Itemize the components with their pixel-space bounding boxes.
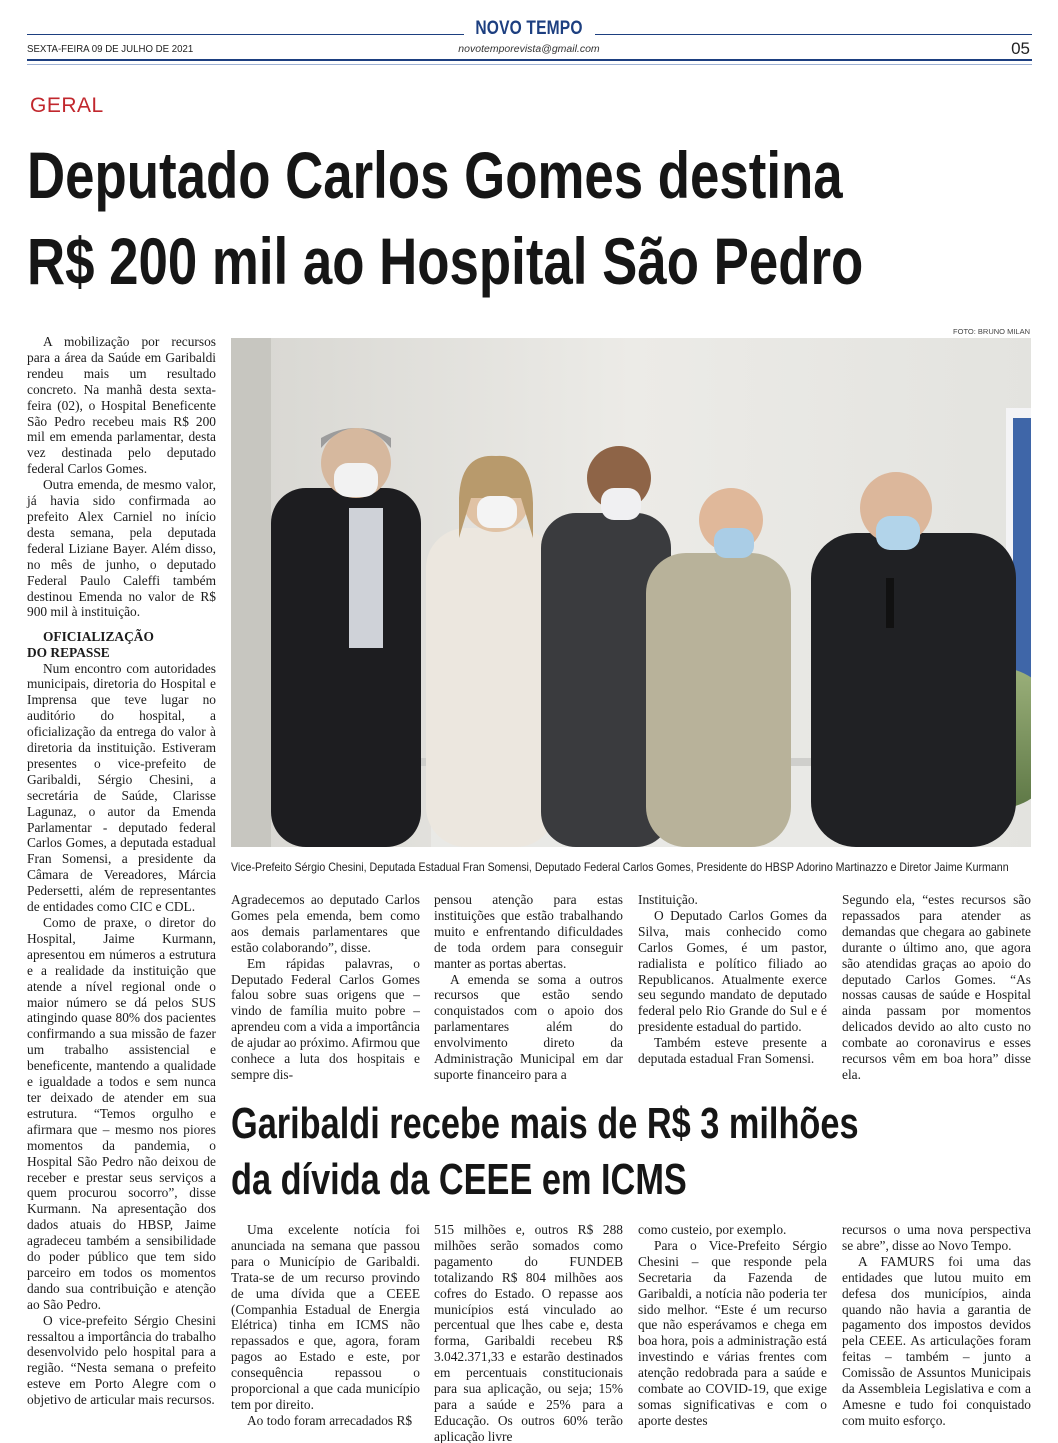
- article2-headline-line1: Garibaldi recebe mais de R$ 3 milhões: [231, 1099, 859, 1148]
- paragraph: Também esteve presente a deputada estadual Fran Somensi.: [638, 1035, 827, 1067]
- paragraph: A mobilização por recursos para a área da Saúde em Garibaldi rendeu mais um resultado concreto. Na manhã desta sexta-feira (02), o Hospital Beneficente São Pedro recebeu mais R$ 200 mil em emenda parlamentar, desta vez destinada pelo deputado federal Carlos Gomes.: [27, 334, 216, 477]
- article1-headline: [27, 132, 864, 304]
- header-bottom-rule: [27, 59, 1032, 61]
- group-photo-illustration: [231, 338, 1031, 847]
- paragraph: Ao todo foram arrecadados R$: [247, 1412, 413, 1428]
- paragraph: como custeio, por exemplo.: [638, 1222, 787, 1237]
- paragraph: O Deputado Carlos Gomes da Silva, mais conhecido como Carlos Gomes, é um pastor, radialista e político filiado ao Republicanos. Atualmente exerce seu segundo mandato de deputado federal pelo Rio Grande do Sul e é presidente estadual do partido.: [638, 907, 827, 1035]
- paragraph: Instituição.: [638, 892, 698, 907]
- paragraph: Agradecemos ao deputado Carlos Gomes pela emenda, bem como aos demais parlamentares que estão colaborando”, disse.: [231, 892, 420, 955]
- paragraph: recursos o uma nova perspectiva se abre”, disse ao Novo Tempo.: [842, 1222, 1031, 1253]
- paragraph: 515 milhões e, outros R$ 288 milhões serão somados como pagamento do FUNDEB totalizando R$ 804 milhões aos cofres do Estado. O repasse aos municípios está vinculado ao percentual que lhes cabe e, desta forma, Garibaldi recebeu R$ 3.042.371,33 e estarão destinados em percentuais constitucionais para sua aplicação, ou seja; 15% para a saúde e 25% para a Educação. Os outros 60% terão aplicação livre: [434, 1222, 623, 1443]
- article1-column-2: [231, 892, 420, 1083]
- article1-photo: [231, 338, 1031, 847]
- paragraph: Uma excelente notícia foi anunciada na semana que passou para o Município de Garibaldi. Trata-se de um recurso provindo de uma dívida que a CEEE (Companhia Estadual de Energia Elétrica) tinha em ICMS não repassados e que, agora, foram pagos ao Estado e este, por consequência repassou o proporcional a que cada município tem por direito.: [231, 1222, 420, 1412]
- subheading-line2: DO REPASSE: [27, 644, 110, 660]
- article2-column-1: [231, 1222, 420, 1429]
- paragraph: Como de praxe, o diretor do Hospital, Jaime Kurmann, apresentou em números a estrutura e a realidade da instituição que atende a nível regional onde o maior número se dá pelos SUS atingindo quase 80% dos pacientes confirmando a sua missão de fazer um trabalho assistencial e beneficente, mantendo a qualidade e igualdade a todos e sem nunca ter deixado de atender em sua estrutura. “Temos orgulho e afirmara que – mesmo nos piores momentos da pandemia, o Hospital São Pedro não deixou de receber e prestar seus serviços a quem procurou socorro”, disse Kurmann. Na apresentação dos dados atuais do HBSP, Jaime agradeceu também a sensibilidade do poder público que tem sido parceiro em todos os momentos dando sua contribuição e atenção ao São Pedro.: [27, 915, 216, 1312]
- article2-column-3: [638, 1222, 827, 1429]
- paragraph: Em rápidas palavras, o Deputado Federal Carlos Gomes falou sobre suas origens que – vindo de família muito pobre – aprendeu com a vida a importância de ajudar ao próximo. Afirmou que conhece a luta dos hospitais e sempre dis-: [231, 955, 420, 1082]
- paragraph: Para o Vice-Prefeito Sérgio Chesini – que responde pela Secretaria da Fazenda de Garibaldi, a notícia não poderia ter sido melhor. “Este é um recurso que não esperávamos e chega em boa hora, pois a administração está investindo e várias frentes com atenção redobrada para a saúde e combate ao COVID-19, que exige somas significativas e com o aporte destes: [638, 1237, 827, 1428]
- subheading-line1: OFICIALIZAÇÃO: [43, 629, 154, 645]
- article2-headline-line2: da dívida da CEEE em ICMS: [231, 1155, 687, 1204]
- article2-column-2: [434, 1222, 623, 1443]
- section-label: GERAL: [30, 94, 104, 117]
- article1-headline-line1: Deputado Carlos Gomes destina: [27, 138, 843, 212]
- article1-column-3: [434, 892, 623, 1083]
- paragraph: O vice-prefeito Sérgio Chesini ressaltou a importância do trabalho desenvolvido pelo hospital para a região. “Nesta semana o prefeito esteve em Porto Alegre com o objetivo de articular mais recursos.: [27, 1312, 216, 1408]
- page-number: 05: [1011, 39, 1030, 58]
- subheading: [27, 629, 216, 660]
- paragraph: A FAMURS foi uma das entidades que lutou muito em defesa dos municípios, ainda quando não havia a garantia de pagamento dos impostos devidos pela CEEE. As articulações foram feitas – também – junto a Comissão de Assuntos Municipais da Assembleia Legislativa e com a Amesne e tudo foi conquistado com muito esforço.: [842, 1253, 1031, 1428]
- header-bottom-rule-thin: [27, 64, 1032, 65]
- article2-column-4: [842, 1222, 1031, 1429]
- photo-credit: FOTO: BRUNO MILAN: [953, 327, 1030, 336]
- paragraph: Segundo ela, “estes recursos são repassados para atender as demandas que chegara ao gabinete durante o último ano, que agora são atendidas graças ao apoio do deputado Carlos Gomes. “As nossas causas de saúde e Hospital ainda passam por momentos delicados devido ao alto custo no combate ao coronavirus e esses recursos vêm em boa hora” disse ela.: [842, 892, 1031, 1082]
- article2-headline: [231, 1096, 1011, 1208]
- article1-column-5: [842, 892, 1031, 1083]
- paragraph: Outra emenda, de mesmo valor, já havia sido confirmada ao prefeito Alex Carniel no início desta semana, pela deputada federal Liziane Bayer. Além disso, no mês de junho, o deputado Federal Paulo Caleffi também destinou Emenda no valor de R$ 900 mil à instituição.: [27, 477, 216, 620]
- issue-date: SEXTA-FEIRA 09 DE JULHO DE 2021: [27, 43, 194, 55]
- paragraph: Num encontro com autoridades municipais, diretoria do Hospital e Imprensa que teve lugar no auditório do hospital, a oficialização da entrega do valor à diretoria da instituição. Estiveram presentes o vice-prefeito de Garibaldi, Sérgio Chesini, a secretária de Saúde, Clarisse Lagunaz, o autor da Emenda Parlamentar - deputado federal Carlos Gomes, a deputada estadual Fran Somensi, a presidente da Câmara de Vereadores, Márcia Pedersetti, além de representantes de entidades como CIC e CDL.: [27, 660, 216, 915]
- contact-email: novotemporevista@gmail.com: [458, 43, 600, 55]
- paragraph: pensou atenção para estas instituições que estão trabalhando muito e enfrentando dificuldades de toda ordem para conseguir manter as portas abertas.: [434, 892, 623, 971]
- article1-column-4: [638, 892, 827, 1067]
- article1-headline-line2: R$ 200 mil ao Hospital São Pedro: [27, 224, 864, 298]
- masthead: NOVO TEMPO: [475, 18, 583, 39]
- paragraph: A emenda se soma a outros recursos que estão sendo conquistados com o apoio dos parlamentares além do envolvimento direto da Administração Municipal em dar suporte financeiro para a: [434, 971, 623, 1082]
- article1-column-1: [27, 334, 216, 1408]
- photo-caption: Vice-Prefeito Sérgio Chesini, Deputada Estadual Fran Somensi, Deputado Federal Carlos Gomes, Presidente do HBSP Adorino Martinazzo e Diretor Jaime Kurmann: [231, 860, 1009, 874]
